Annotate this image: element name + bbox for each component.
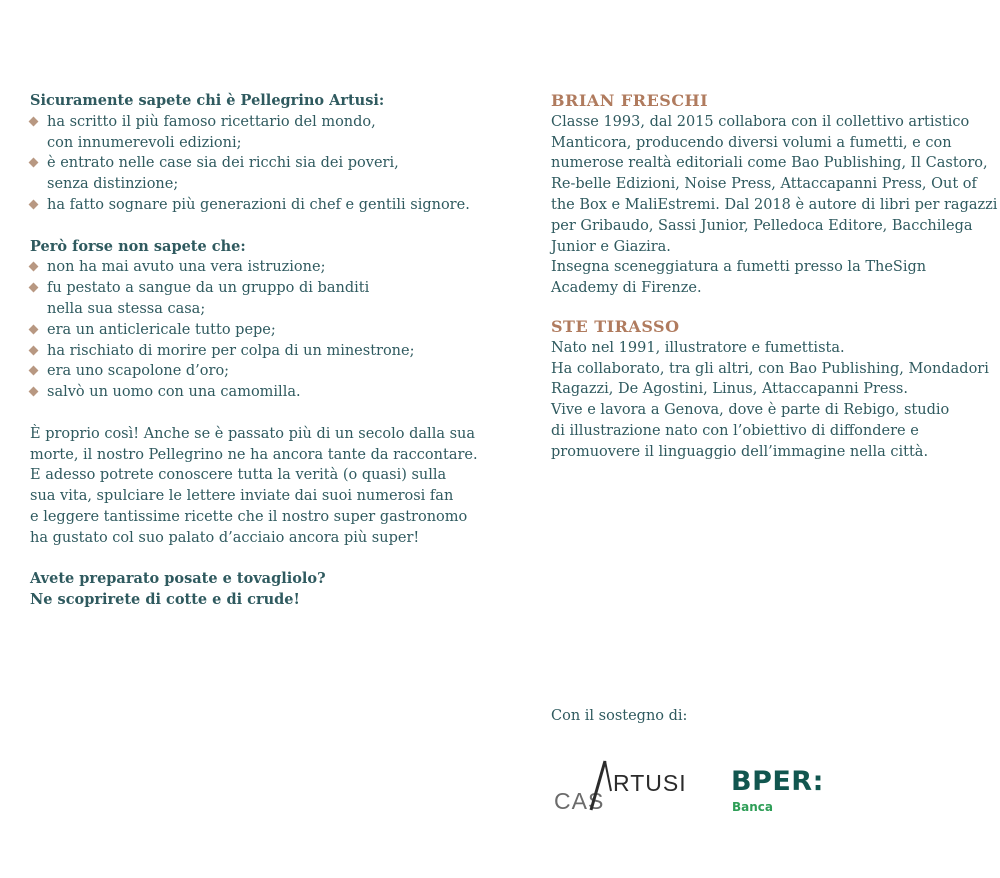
list-item: fu pestato a sangue da un gruppo di banditi xyxy=(30,278,470,299)
list-item-continuation: senza distinzione; xyxy=(47,176,179,193)
list-item: era uno scapolone d’oro; xyxy=(30,361,470,382)
diamond-bullet-icon xyxy=(29,345,39,355)
bio-line: the Box e MaliEstremi. Dal 2018 è autore di libri per ragazzi xyxy=(551,196,998,213)
author-bio xyxy=(551,91,998,299)
casa-artusi-logo xyxy=(553,757,693,813)
bio-line: Ha collaborato, tra gli altri, con Bao Publishing, Mondadori xyxy=(551,360,989,377)
support-label: Con il sostegno di: xyxy=(551,708,688,724)
paragraph-line: e leggere tantissime ricette che il nostro super gastronomo xyxy=(30,508,468,525)
list-item: è entrato nelle case sia dei ricchi sia dei poveri, xyxy=(30,153,470,174)
bper-wordmark: BPER: xyxy=(731,766,824,797)
closing-line: Ne scoprirete di cotte e di crude! xyxy=(30,591,300,609)
closing-line: Avete preparato posate e tovagliolo? xyxy=(30,570,326,588)
paragraph-line: È proprio così! Anche se è passato più di un secolo dalla sua xyxy=(30,425,476,442)
bio-line: Insegna sceneggiatura a fumetti presso la TheSign xyxy=(551,259,927,276)
bper-subtitle: Banca xyxy=(732,800,773,814)
diamond-bullet-icon xyxy=(29,262,39,272)
closing-lines xyxy=(30,569,470,611)
paragraph-line: E adesso potrete conoscere tutta la verità (o quasi) sulla xyxy=(30,467,447,484)
casa-artusi-text-right: RTUSI xyxy=(613,770,687,796)
bio-line: numerose realtà editoriali come Bao Publishing, Il Castoro, xyxy=(551,155,988,172)
author-name: BRIAN FRESCHI xyxy=(551,91,709,110)
diamond-bullet-icon xyxy=(29,366,39,376)
list-item: ha rischiato di morire per colpa di un minestrone; xyxy=(30,341,470,362)
author-name: STE TIRASSO xyxy=(551,316,680,336)
intro-list xyxy=(30,112,470,216)
bio-line: Manticora, producendo diversi volumi a fumetti, e con xyxy=(551,134,952,151)
diamond-bullet-icon xyxy=(29,116,39,126)
right-column xyxy=(551,91,998,463)
author-bio xyxy=(551,316,989,463)
diamond-bullet-icon xyxy=(29,283,39,293)
bio-line: per Gribaudo, Sassi Junior, Pelledoca Editore, Bacchilega xyxy=(551,217,973,234)
bio-line: Classe 1993, dal 2015 collabora con il collettivo artistico xyxy=(551,113,970,130)
casa-artusi-stroke-right xyxy=(605,761,611,791)
list-item-continuation: nella sua stessa casa; xyxy=(47,300,206,317)
intro-heading: Sicuramente sapete chi è Pellegrino Artusi: xyxy=(30,92,385,109)
bio-line: Nato nel 1991, illustratore e fumettista. xyxy=(551,339,845,356)
facts-heading: Però forse non sapete che: xyxy=(30,237,246,255)
left-column xyxy=(30,91,478,611)
bio-line: Vive e lavora a Genova, dove è parte di Rebigo, studio xyxy=(551,402,950,419)
paragraph-line: ha gustato col suo palato d’acciaio ancora più super! xyxy=(30,529,420,546)
diamond-bullet-icon xyxy=(29,200,39,210)
diamond-bullet-icon xyxy=(29,387,39,397)
paragraph-line: morte, il nostro Pellegrino ne ha ancora tante da raccontare. xyxy=(30,446,478,463)
bio-line: promuovere il linguaggio dell’immagine nella città. xyxy=(551,443,929,460)
diamond-bullet-icon xyxy=(29,158,39,168)
intro-paragraph xyxy=(30,424,478,549)
paragraph-line: sua vita, spulciare le lettere inviate dai suoi numerosi fan xyxy=(30,488,454,505)
bio-line: Academy di Firenze. xyxy=(551,280,702,297)
list-item: ha scritto il più famoso ricettario del mondo, xyxy=(30,112,470,133)
casa-artusi-text-left: CAS xyxy=(554,788,605,813)
facts-list xyxy=(30,257,470,403)
list-item: salvò un uomo con una camomilla. xyxy=(30,382,470,403)
bio-line: Ragazzi, De Agostini, Linus, Attaccapanni Press. xyxy=(551,381,908,398)
list-item: non ha mai avuto una vera istruzione; xyxy=(30,257,470,278)
bper-banca-logo xyxy=(731,765,841,821)
list-item-continuation: con innumerevoli edizioni; xyxy=(47,134,242,151)
bio-line: Junior e Giazira. xyxy=(551,238,671,255)
list-item: era un anticlericale tutto pepe; xyxy=(30,320,470,341)
list-item: ha fatto sognare più generazioni di chef e gentili signore. xyxy=(30,195,470,216)
bio-line: di illustrazione nato con l’obiettivo di diffondere e xyxy=(551,422,919,439)
bio-line: Re-belle Edizioni, Noise Press, Attaccapanni Press, Out of xyxy=(551,176,977,193)
diamond-bullet-icon xyxy=(29,324,39,334)
